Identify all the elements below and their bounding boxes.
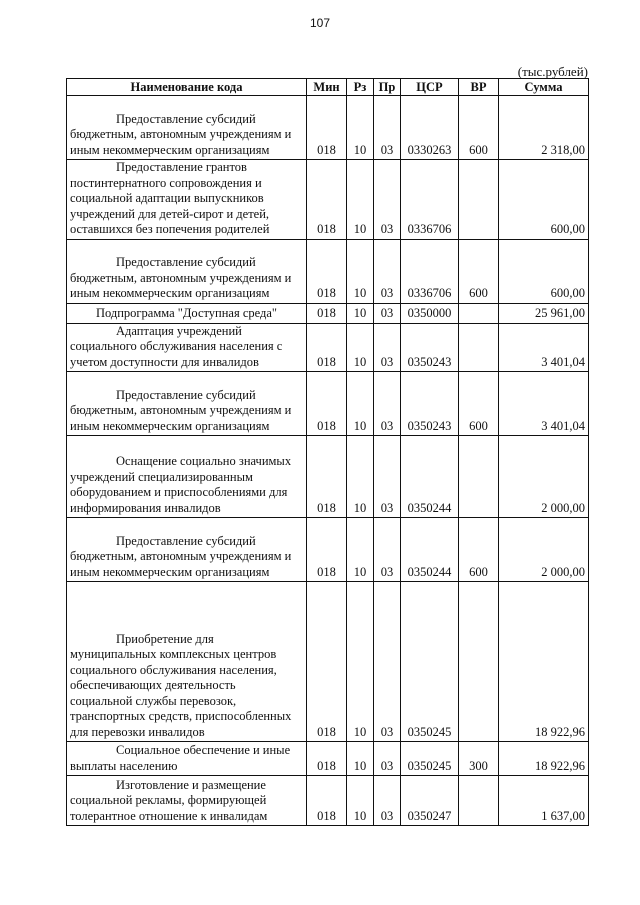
budget-table bbox=[66, 78, 589, 826]
row-rz: 10 bbox=[347, 96, 374, 160]
row-name-line: Предоставление субсидий bbox=[116, 387, 256, 402]
header-csr: ЦСР bbox=[401, 79, 459, 96]
row-name-line: Социальное обеспечение и иные bbox=[116, 743, 291, 757]
table-row bbox=[67, 518, 589, 582]
row-name-line: оставшихся без попечения родителей bbox=[70, 222, 270, 236]
row-vr: 600 bbox=[459, 518, 499, 582]
row-csr: 0350244 bbox=[401, 518, 459, 582]
row-vr: 600 bbox=[459, 372, 499, 436]
table-row bbox=[67, 96, 589, 160]
row-vr bbox=[459, 160, 499, 240]
row-name-line: социального обслуживания населения, bbox=[70, 662, 277, 677]
row-pr: 03 bbox=[374, 742, 401, 776]
row-min: 018 bbox=[307, 582, 347, 742]
row-name-line: оборудованием и приспособлениями для bbox=[70, 485, 288, 499]
row-name-line: социальной рекламы, формирующей bbox=[70, 793, 267, 807]
table-row bbox=[67, 323, 589, 372]
row-rz: 10 bbox=[347, 372, 374, 436]
row-name-line: иным некоммерческим организациям bbox=[70, 418, 270, 433]
row-name bbox=[67, 323, 307, 372]
row-pr: 03 bbox=[374, 518, 401, 582]
row-name-line: учреждений специализированным bbox=[70, 469, 253, 484]
row-name-line: бюджетным, автономным учреждениям и bbox=[70, 270, 292, 285]
table-row bbox=[67, 742, 589, 776]
row-pr: 03 bbox=[374, 160, 401, 240]
row-rz: 10 bbox=[347, 239, 374, 303]
row-name bbox=[67, 776, 307, 826]
row-min: 018 bbox=[307, 160, 347, 240]
table-row bbox=[67, 372, 589, 436]
row-min: 018 bbox=[307, 436, 347, 518]
row-sum: 2 318,00 bbox=[499, 96, 589, 160]
row-min: 018 bbox=[307, 776, 347, 826]
row-vr bbox=[459, 303, 499, 323]
row-name-line: учреждений для детей-сирот и детей, bbox=[70, 206, 270, 221]
row-name-line: социального обслуживания населения с bbox=[70, 339, 283, 353]
row-name-line: для перевозки инвалидов bbox=[70, 724, 205, 739]
row-name bbox=[67, 96, 307, 160]
row-name-line: Предоставление субсидий bbox=[116, 111, 256, 126]
row-name bbox=[67, 436, 307, 518]
row-name-line: иным некоммерческим организациям bbox=[70, 142, 270, 157]
row-sum: 18 922,96 bbox=[499, 742, 589, 776]
row-name bbox=[67, 372, 307, 436]
row-name-line: социальной адаптации выпускников bbox=[70, 191, 264, 205]
row-name-line: иным некоммерческим организациям bbox=[70, 564, 270, 579]
row-min: 018 bbox=[307, 323, 347, 372]
row-vr: 600 bbox=[459, 96, 499, 160]
row-name bbox=[67, 160, 307, 240]
row-name-line: обеспечивающих деятельность bbox=[70, 678, 236, 692]
row-pr: 03 bbox=[374, 323, 401, 372]
row-name-line: социальной службы перевозок, bbox=[70, 693, 237, 708]
table-row bbox=[67, 582, 589, 742]
row-sum: 3 401,04 bbox=[499, 372, 589, 436]
row-min: 018 bbox=[307, 742, 347, 776]
table-row bbox=[67, 239, 589, 303]
row-pr: 03 bbox=[374, 239, 401, 303]
row-name-line: бюджетным, автономным учреждениям и bbox=[70, 549, 292, 563]
row-rz: 10 bbox=[347, 436, 374, 518]
row-csr: 0350247 bbox=[401, 776, 459, 826]
row-sum: 600,00 bbox=[499, 160, 589, 240]
row-pr: 03 bbox=[374, 96, 401, 160]
header-name: Наименование кода bbox=[67, 79, 307, 96]
row-name bbox=[67, 239, 307, 303]
row-name bbox=[67, 303, 307, 323]
row-min: 018 bbox=[307, 518, 347, 582]
row-rz: 10 bbox=[347, 742, 374, 776]
row-csr: 0350244 bbox=[401, 436, 459, 518]
row-name-line: Подпрограмма "Доступная среда" bbox=[95, 306, 278, 320]
row-sum: 600,00 bbox=[499, 239, 589, 303]
row-name-line: Предоставление субсидий bbox=[116, 255, 256, 269]
row-sum: 1 637,00 bbox=[499, 776, 589, 826]
row-pr: 03 bbox=[374, 303, 401, 323]
row-name-line: бюджетным, автономным учреждениям и bbox=[70, 403, 292, 417]
row-csr: 0350000 bbox=[401, 303, 459, 323]
row-min: 018 bbox=[307, 96, 347, 160]
row-name-line: Предоставление грантов bbox=[116, 160, 247, 174]
row-name bbox=[67, 582, 307, 742]
row-name-line: муниципальных комплексных центров bbox=[70, 647, 277, 661]
row-min: 018 bbox=[307, 303, 347, 323]
row-name-line: выплаты населению bbox=[70, 758, 178, 773]
row-pr: 03 bbox=[374, 776, 401, 826]
row-name-line: Адаптация учреждений bbox=[116, 323, 242, 338]
row-rz: 10 bbox=[347, 160, 374, 240]
row-csr: 0336706 bbox=[401, 160, 459, 240]
table-row bbox=[67, 160, 589, 240]
row-rz: 10 bbox=[347, 518, 374, 582]
header-rz: Рз bbox=[347, 79, 374, 96]
row-csr: 0350243 bbox=[401, 323, 459, 372]
row-min: 018 bbox=[307, 372, 347, 436]
row-pr: 03 bbox=[374, 436, 401, 518]
row-name bbox=[67, 518, 307, 582]
row-name-line: Предоставление субсидий bbox=[116, 533, 256, 548]
header-pr: Пр bbox=[374, 79, 401, 96]
row-name-line: информирования инвалидов bbox=[70, 500, 221, 515]
row-name bbox=[67, 742, 307, 776]
row-name-line: бюджетным, автономным учреждениям и bbox=[70, 127, 292, 141]
row-vr bbox=[459, 582, 499, 742]
row-vr bbox=[459, 323, 499, 372]
row-sum: 18 922,96 bbox=[499, 582, 589, 742]
row-rz: 10 bbox=[347, 303, 374, 323]
row-csr: 0350243 bbox=[401, 372, 459, 436]
row-pr: 03 bbox=[374, 372, 401, 436]
row-min: 018 bbox=[307, 239, 347, 303]
table-row bbox=[67, 436, 589, 518]
page-number: 107 bbox=[309, 16, 331, 30]
row-sum: 2 000,00 bbox=[499, 518, 589, 582]
table-row bbox=[67, 776, 589, 826]
row-name-line: Изготовление и размещение bbox=[116, 777, 266, 792]
header-sum: Сумма bbox=[499, 79, 589, 96]
row-name-line: Приобретение для bbox=[116, 631, 214, 646]
row-csr: 0330263 bbox=[401, 96, 459, 160]
row-vr: 300 bbox=[459, 742, 499, 776]
row-name-line: постинтернатного сопровождения и bbox=[70, 175, 262, 190]
row-csr: 0350245 bbox=[401, 742, 459, 776]
row-rz: 10 bbox=[347, 776, 374, 826]
header-min: Мин bbox=[307, 79, 347, 96]
row-vr bbox=[459, 436, 499, 518]
row-csr: 0336706 bbox=[401, 239, 459, 303]
header-vr: ВР bbox=[459, 79, 499, 96]
row-sum: 2 000,00 bbox=[499, 436, 589, 518]
row-sum: 3 401,04 bbox=[499, 323, 589, 372]
row-csr: 0350245 bbox=[401, 582, 459, 742]
row-name-line: толерантное отношение к инвалидам bbox=[70, 808, 268, 823]
row-name-line: Оснащение социально значимых bbox=[116, 454, 292, 468]
row-pr: 03 bbox=[374, 582, 401, 742]
row-sum: 25 961,00 bbox=[499, 303, 589, 323]
row-name-line: транспортных средств, приспособленных bbox=[70, 709, 292, 723]
row-vr: 600 bbox=[459, 239, 499, 303]
row-name-line: иным некоммерческим организациям bbox=[70, 286, 270, 300]
row-name-line: учетом доступности для инвалидов bbox=[70, 354, 259, 369]
units-label: (тыс.рублей) bbox=[517, 64, 588, 79]
table-row bbox=[67, 303, 589, 323]
row-vr bbox=[459, 776, 499, 826]
table-header-row bbox=[67, 79, 589, 96]
row-rz: 10 bbox=[347, 582, 374, 742]
row-rz: 10 bbox=[347, 323, 374, 372]
